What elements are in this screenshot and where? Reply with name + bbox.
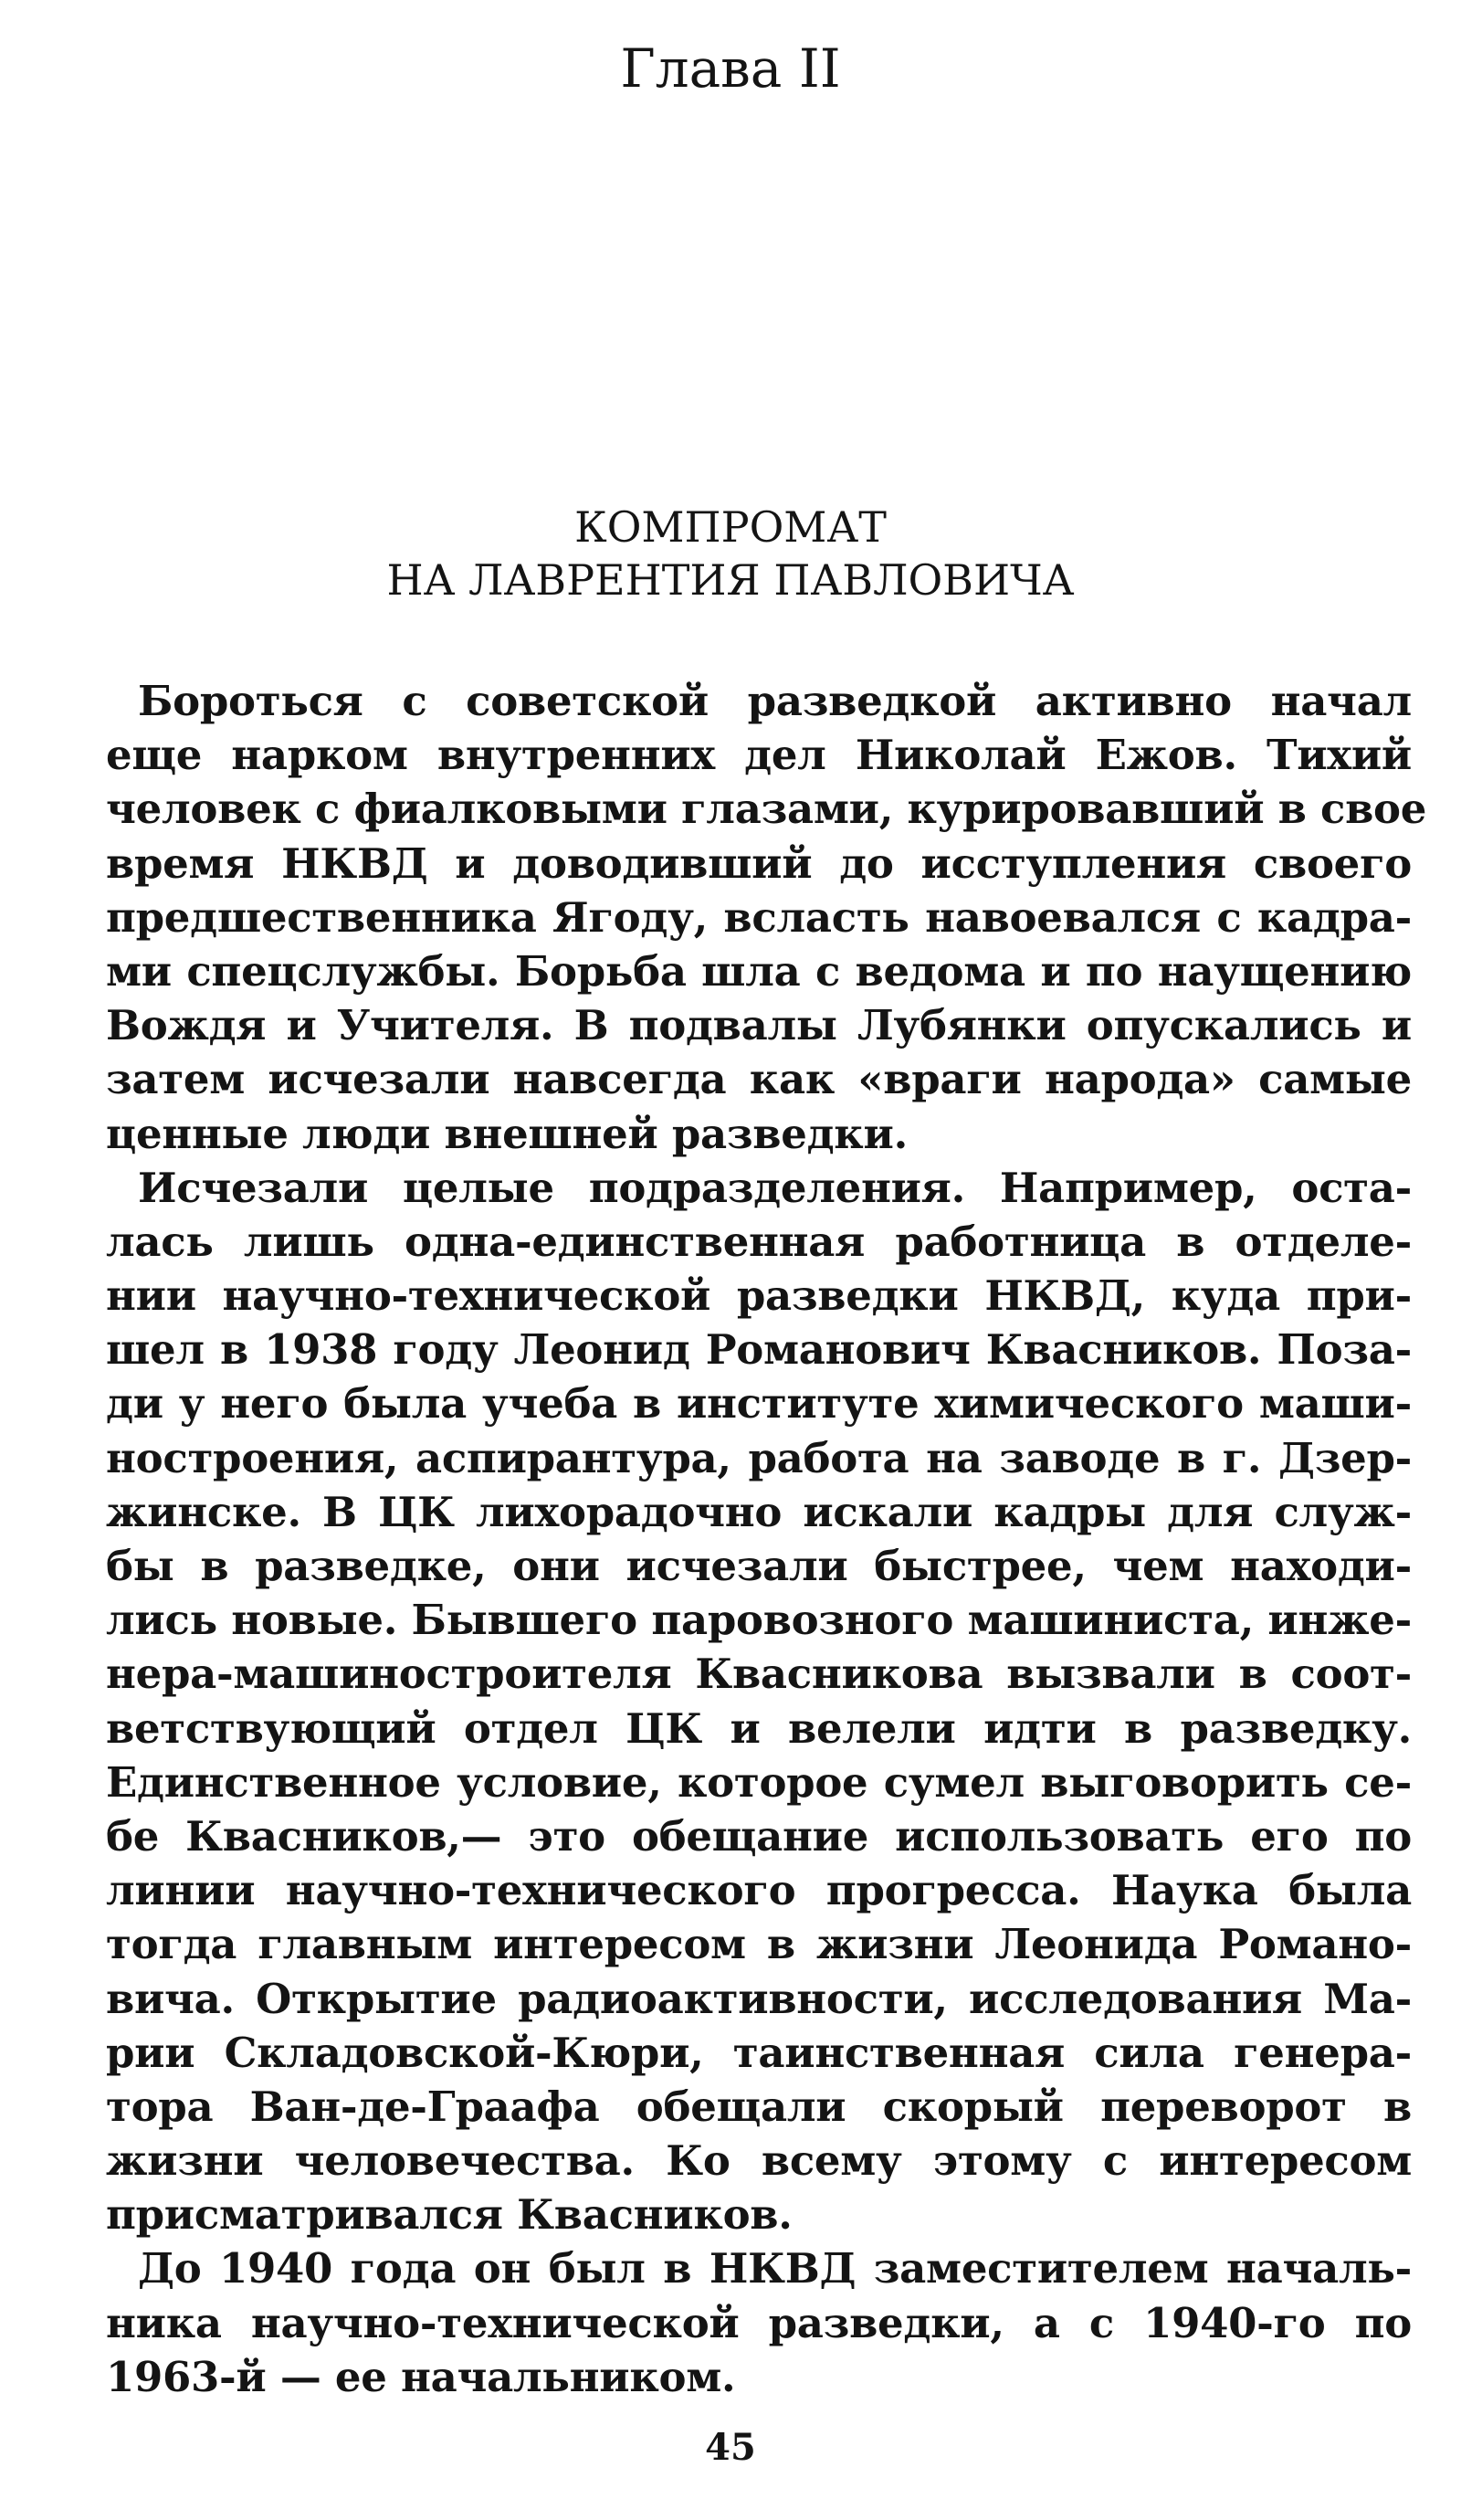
text-line: бы в разведке, они исчезали быстрее, чем находи- <box>106 1542 1412 1590</box>
text-line: ника научно-технической разведки, а с 1940-го по <box>106 2298 1412 2347</box>
text-line: Единственное условие, которое сумел выговорить се- <box>106 1757 1412 1807</box>
text-line: ностроения, аспирантура, работа на заводе в г. Дзер- <box>106 1433 1412 1482</box>
text-line: жинске. В ЦК лихорадочно искали кадры для служ- <box>106 1487 1412 1536</box>
text-line: рии Складовской-Кюри, таинственная сила генера- <box>106 2028 1412 2077</box>
text-line: бе Квасников,— это обещание использовать его по <box>106 1811 1412 1861</box>
paragraph <box>106 674 1427 1161</box>
text-line: ценные люди внешней разведки. <box>106 1109 908 1158</box>
text-line: вича. Открытие радиоактивности, исследования Ма- <box>106 1974 1412 2023</box>
text-line: человек с фиалковыми глазами, курировавший в свое <box>106 785 1427 834</box>
text-line: присматривался Квасников. <box>106 2190 793 2240</box>
page-number: 45 <box>705 2426 756 2469</box>
text-line: затем исчезали навсегда как «враги народа» самые <box>106 1055 1412 1104</box>
text-line: ми спецслужбы. Борьба шла с ведома и по наущению <box>106 946 1412 996</box>
text-line: До 1940 года он был в НКВД заместителем началь- <box>138 2244 1412 2293</box>
chapter-heading: Глава II <box>620 37 841 100</box>
text-line: Исчезали целые подразделения. Например, оста- <box>138 1163 1412 1212</box>
text-line: ди у него была учеба в институте химического маши- <box>106 1379 1412 1429</box>
text-line: лись новые. Бывшего паровозного машиниста, инже- <box>106 1596 1412 1645</box>
text-line: предшественника Ягоду, всласть навоевался с кадра- <box>106 892 1412 942</box>
text-line: Бороться с советской разведкой активно начал <box>138 677 1412 725</box>
text-line: 1963-й — ее начальником. <box>106 2352 736 2401</box>
text-line: Вождя и Учителя. В подвалы Лубянки опускались и <box>106 1001 1412 1050</box>
text-line: нии научно-технической разведки НКВД, куда при- <box>106 1271 1412 1321</box>
text-line: ветствующий отдел ЦК и велели идти в разведку. <box>106 1703 1412 1753</box>
text-line: лась лишь одна-единственная работница в отделе- <box>106 1217 1412 1266</box>
text-line: еще нарком внутренних дел Николай Ежов. Тихий <box>106 731 1412 780</box>
text-line: тора Ван-де-Граафа обещали скорый переворот в <box>106 2082 1412 2131</box>
section-title <box>0 501 1461 606</box>
text-line: линии научно-технического прогресса. Наука была <box>106 1866 1412 1915</box>
section-title-line-2: НА ЛАВРЕНТИЯ ПАВЛОВИЧА <box>386 555 1075 605</box>
text-line: жизни человечества. Ко всему этому с интересом <box>106 2136 1412 2186</box>
section-title-line-1: КОМПРОМАТ <box>574 502 887 552</box>
body-text <box>106 674 1427 2404</box>
text-line: время НКВД и доводивший до исступления своего <box>106 838 1412 888</box>
paragraph <box>106 1161 1412 2242</box>
text-line: тогда главным интересом в жизни Леонида Романо- <box>106 1920 1412 1969</box>
text-line: нера-машиностроителя Квасникова вызвали в соот- <box>106 1650 1412 1699</box>
paragraph <box>106 2241 1412 2404</box>
text-line: шел в 1938 году Леонид Романович Квасников. Поза- <box>106 1325 1412 1375</box>
